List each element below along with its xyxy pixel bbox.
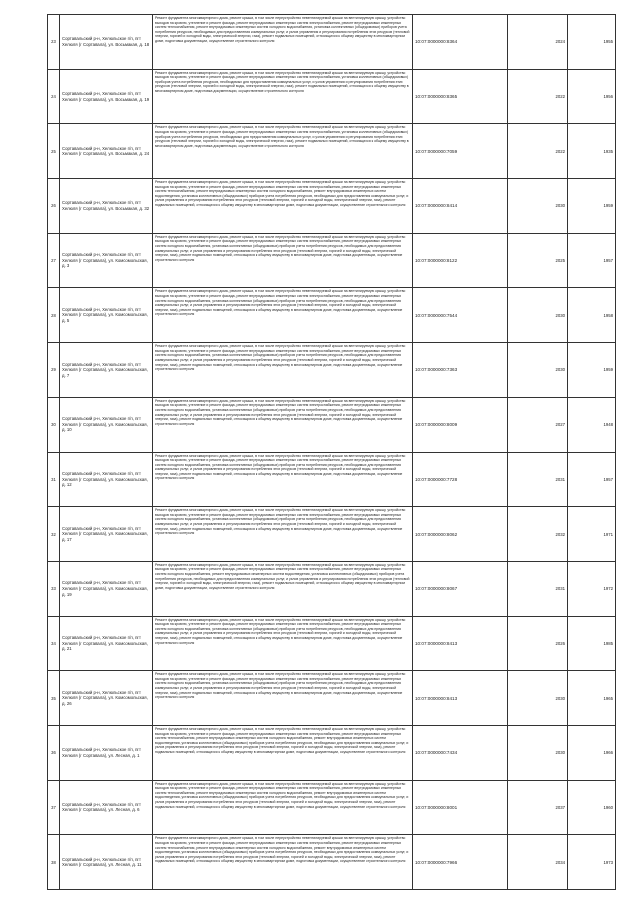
- cadastral-number: 10:07:0000000:8365: [413, 69, 508, 124]
- construction-year: 1957: [568, 452, 616, 507]
- cadastral-number: 10:07:0000000:7434: [413, 725, 508, 780]
- address-cell: Сортавальский р-н, Хелюльское г/п, пгт Хелюля (г Сортавала), ул. Восьмакая, д. 18: [60, 15, 153, 70]
- construction-year: 1985: [568, 616, 616, 671]
- construction-year: 1935: [568, 124, 616, 179]
- row-number: 30: [48, 397, 60, 452]
- planned-repair-year: 2034: [508, 835, 568, 890]
- cadastral-number: 10:07:0000000:8062: [413, 507, 508, 562]
- construction-year: 1959: [568, 343, 616, 398]
- cadastral-number: 10:07:0000000:7544: [413, 288, 508, 343]
- row-number: 26: [48, 179, 60, 234]
- cadastral-number: 10:07:0000000:7059: [413, 124, 508, 179]
- works-description: Ремонт фундамента многоквартирного дома, ремонт крыши, в том числе переустройство невентилируемой крыши на вентилируемую крышу, устройство выходов на кровлю, утепление и ремонт фасада, ремонт внутридомовых инженерных систем электроснабжения, ремонт внутридомовых инженерных систем теплоснабжения, ремонт внутридомовых инженерных систем холодного водоснабжения, ремонт внутридомовых инженерных систем водоотведения, установка коллективных (общедомовых) приборов учета потребления ресурсов, необходимых для предоставления коммунальных услуг, и узлов управления и регулирования потребления этих ресурсов (тепловой энергии, горячей и холодной воды, электрической энергии, газа), ремонт подвальных помещений, относящихся к общему имуществу в многоквартирном доме, подготовка документации, осуществление строительного контроля: [153, 179, 413, 234]
- planned-repair-year: 2022: [508, 69, 568, 124]
- planned-repair-year: 2032: [508, 507, 568, 562]
- table-row: [48, 835, 616, 890]
- construction-year: 1956: [568, 69, 616, 124]
- works-description: Ремонт фундамента многоквартирного дома, ремонт крыши, в том числе переустройство невентилируемой крыши на вентилируемую крышу, устройство выходов на кровлю, утепление и ремонт фасада, ремонт внутридомовых инженерных систем электроснабжения, установка коллективных (общедомовых) приборов учета потребления ресурсов, необходимых для предоставления коммунальных услуг, и узлов управления и регулирования потребления этих ресурсов (тепловой энергии, горячей и холодной воды, электрической энергии, газа), ремонт подвальных помещений, относящихся к общему имуществу в многоквартирном доме, подготовка документации, осуществление строительного контроля: [153, 69, 413, 124]
- table-row: [48, 725, 616, 780]
- address-cell: Сортавальский р-н, Хелюльское г/п, пгт Хелюля (г Сортавала), ул. Восьмакая, д. 24: [60, 124, 153, 179]
- row-number: 35: [48, 671, 60, 726]
- works-description: Ремонт фундамента многоквартирного дома, ремонт крыши, в том числе переустройство невентилируемой крыши на вентилируемую крышу, устройство выходов на кровлю, утепление и ремонт фасада, ремонт внутридомовых инженерных систем электроснабжения, ремонт внутридомовых инженерных систем теплоснабжения, ремонт внутридомовых инженерных систем холодного водоснабжения, ремонт внутридомовых инженерных систем водоотведения, установка коллективных (общедомовых) приборов учета потребления ресурсов, необходимых для предоставления коммунальных услуг, и узлов управления и регулирования потребления этих ресурсов (тепловой энергии, горячей и холодной воды, электрической энергии, газа), ремонт подвальных помещений, относящихся к общему имуществу в многоквартирном доме, подготовка документации, осуществление строительного контроля: [153, 725, 413, 780]
- construction-year: 1958: [568, 288, 616, 343]
- housing-repair-table: [47, 14, 616, 890]
- row-number: 31: [48, 452, 60, 507]
- table-row: [48, 343, 616, 398]
- table-row: [48, 452, 616, 507]
- works-description: Ремонт фундамента многоквартирного дома, ремонт крыши, в том числе переустройство невентилируемой крыши на вентилируемую крышу, устройство выходов на кровлю, утепление и ремонт фасада, ремонт внутридомовых инженерных систем электроснабжения, ремонт внутридомовых инженерных систем холодного водоснабжения, установка коллективных (общедомовых) приборов учета потребления ресурсов, необходимых для предоставления коммунальных услуг, и узлов управления и регулирования потребления этих ресурсов (тепловой энергии, горячей и холодной воды, электрической энергии, газа), ремонт подвальных помещений, относящихся к общему имуществу в многоквартирном доме, подготовка документации, осуществление строительного контроля: [153, 616, 413, 671]
- cadastral-number: 10:07:0000000:8009: [413, 397, 508, 452]
- row-number: 28: [48, 288, 60, 343]
- address-cell: Сортавальский р-н, Хелюльское г/п, пгт Хелюля (г Сортавала), ул. Восьмакая, д. 32: [60, 179, 153, 234]
- row-number: 34: [48, 616, 60, 671]
- row-number: 25: [48, 124, 60, 179]
- construction-year: 1955: [568, 15, 616, 70]
- planned-repair-year: 2026: [508, 616, 568, 671]
- cadastral-number: 10:07:0000000:7728: [413, 452, 508, 507]
- table-row: [48, 561, 616, 616]
- table-row: [48, 397, 616, 452]
- table-row: [48, 233, 616, 288]
- table-row: [48, 780, 616, 835]
- works-description: Ремонт фундамента многоквартирного дома, ремонт крыши, в том числе переустройство невентилируемой крыши на вентилируемую крышу, устройство выходов на кровлю, утепление и ремонт фасада, ремонт внутридомовых инженерных систем электроснабжения, ремонт внутридомовых инженерных систем холодного водоснабжения, ремонт внутридомовых инженерных систем водоотведения, установка коллективных (общедомовых) приборов учета потребления ресурсов, необходимых для предоставления коммунальных услуг, и узлов управления и регулирования потребления этих ресурсов (тепловой энергии, горячей и холодной воды, электрической энергии, газа), ремонт подвальных помещений, относящихся к общему имуществу в многоквартирном доме, подготовка документации, осуществление строительного контроля: [153, 561, 413, 616]
- construction-year: 1973: [568, 835, 616, 890]
- row-number: 32: [48, 507, 60, 562]
- construction-year: 1957: [568, 233, 616, 288]
- address-cell: Сортавальский р-н, Хелюльское г/п, пгт Хелюля (г Сортавала), ул. Комсомольская, д. 17: [60, 507, 153, 562]
- planned-repair-year: 2030: [508, 725, 568, 780]
- address-cell: Сортавальский р-н, Хелюльское г/п, пгт Хелюля (г Сортавала), ул. Комсомольская, д. 26: [60, 671, 153, 726]
- row-number: 33: [48, 561, 60, 616]
- address-cell: Сортавальский р-н, Хелюльское г/п, пгт Хелюля (г Сортавала), ул. Лесная, д. 6: [60, 780, 153, 835]
- cadastral-number: 10:07:0000000:8364: [413, 15, 508, 70]
- cadastral-number: 10:07:0000000:7966: [413, 835, 508, 890]
- table-row: [48, 671, 616, 726]
- address-cell: Сортавальский р-н, Хелюльское г/п, пгт Хелюля (г Сортавала), ул. Комсомольская, д. 7: [60, 343, 153, 398]
- row-number: 29: [48, 343, 60, 398]
- planned-repair-year: 2024: [508, 15, 568, 70]
- works-description: Ремонт фундамента многоквартирного дома, ремонт крыши, в том числе переустройство невентилируемой крыши на вентилируемую крышу, устройство выходов на кровлю, утепление и ремонт фасада, ремонт внутридомовых инженерных систем электроснабжения, ремонт внутридомовых инженерных систем холодного водоснабжения, установка коллективных (общедомовых) приборов учета потребления ресурсов, необходимых для предоставления коммунальных услуг, и узлов управления и регулирования потребления этих ресурсов (тепловой энергии, горячей и холодной воды, электрической энергии, газа), ремонт подвальных помещений, относящихся к общему имуществу в многоквартирном доме, подготовка документации, осуществление строительного контроля: [153, 671, 413, 726]
- address-cell: Сортавальский р-н, Хелюльское г/п, пгт Хелюля (г Сортавала), ул. Комсомольская, д. 12: [60, 452, 153, 507]
- works-description: Ремонт фундамента многоквартирного дома, ремонт крыши, в том числе переустройство невентилируемой крыши на вентилируемую крышу, устройство выходов на кровлю, утепление и ремонт фасада, ремонт внутридомовых инженерных систем электроснабжения, ремонт внутридомовых инженерных систем холодного водоснабжения, установка коллективных (общедомовых) приборов учета потребления ресурсов, необходимых для предоставления коммунальных услуг, и узлов управления и регулирования потребления этих ресурсов (тепловой энергии, горячей и холодной воды, электрической энергии, газа), ремонт подвальных помещений, относящихся к общему имуществу в многоквартирном доме, подготовка документации, осуществление строительного контроля: [153, 233, 413, 288]
- planned-repair-year: 2027: [508, 397, 568, 452]
- row-number: 23: [48, 15, 60, 70]
- address-cell: Сортавальский р-н, Хелюльское г/п, пгт Хелюля (г Сортавала), ул. Лесная, д. 1: [60, 725, 153, 780]
- table-row: [48, 288, 616, 343]
- cadastral-number: 10:07:0000000:8413: [413, 671, 508, 726]
- cadastral-number: 10:07:0000000:8414: [413, 179, 508, 234]
- works-description: Ремонт фундамента многоквартирного дома, ремонт крыши, в том числе переустройство невентилируемой крыши на вентилируемую крышу, устройство выходов на кровлю, утепление и ремонт фасада, ремонт внутридомовых инженерных систем электроснабжения, ремонт внутридомовых инженерных систем холодного водоснабжения, установка коллективных (общедомовых) приборов учета потребления ресурсов, необходимых для предоставления коммунальных услуг, и узлов управления и регулирования потребления этих ресурсов (тепловой энергии, горячей и холодной воды, электрической энергии, газа), ремонт подвальных помещений, относящихся к общему имуществу в многоквартирном доме, подготовка документации, осуществление строительного контроля: [153, 397, 413, 452]
- cadastral-number: 10:07:0000000:8001: [413, 780, 508, 835]
- cadastral-number: 10:07:0000000:8067: [413, 561, 508, 616]
- address-cell: Сортавальский р-н, Хелюльское г/п, пгт Хелюля (г Сортавала), ул. Комсомольская, д. 3: [60, 233, 153, 288]
- works-description: Ремонт фундамента многоквартирного дома, ремонт крыши, в том числе переустройство невентилируемой крыши на вентилируемую крышу, устройство выходов на кровлю, утепление и ремонт фасада, ремонт внутридомовых инженерных систем электроснабжения, ремонт внутридомовых инженерных систем теплоснабжения, ремонт внутридомовых инженерных систем холодного водоснабжения, ремонт внутридомовых инженерных систем водоотведения, установка коллективных (общедомовых) приборов учета потребления ресурсов, необходимых для предоставления коммунальных услуг, и узлов управления и регулирования потребления этих ресурсов (тепловой энергии, горячей и холодной воды, электрической энергии, газа), ремонт подвальных помещений, относящихся к общему имуществу в многоквартирном доме, подготовка документации, осуществление строительного контроля: [153, 780, 413, 835]
- row-number: 36: [48, 725, 60, 780]
- row-number: 24: [48, 69, 60, 124]
- table-row: [48, 124, 616, 179]
- works-description: Ремонт фундамента многоквартирного дома, ремонт крыши, в том числе переустройство невентилируемой крыши на вентилируемую крышу, устройство выходов на кровлю, утепление и ремонт фасада, ремонт внутридомовых инженерных систем электроснабжения, ремонт внутридомовых инженерных систем теплоснабжения, ремонт внутридомовых инженерных систем холодного водоснабжения, ремонт внутридомовых инженерных систем водоотведения, установка коллективных (общедомовых) приборов учета потребления ресурсов, необходимых для предоставления коммунальных услуг, и узлов управления и регулирования потребления этих ресурсов (тепловой энергии, горячей и холодной воды, электрической энергии, газа), ремонт подвальных помещений, относящихся к общему имуществу в многоквартирном доме, подготовка документации, осуществление строительного контроля: [153, 835, 413, 890]
- table-row: [48, 69, 616, 124]
- cadastral-number: 10:07:0000000:8413: [413, 616, 508, 671]
- address-cell: Сортавальский р-н, Хелюльское г/п, пгт Хелюля (г Сортавала), ул. Лесная, д. 11: [60, 835, 153, 890]
- row-number: 38: [48, 835, 60, 890]
- address-cell: Сортавальский р-н, Хелюльское г/п, пгт Хелюля (г Сортавала), ул. Комсомольская, д. 5: [60, 288, 153, 343]
- works-description: Ремонт фундамента многоквартирного дома, ремонт крыши, в том числе переустройство невентилируемой крыши на вентилируемую крышу, устройство выходов на кровлю, утепление и ремонт фасада, ремонт внутридомовых инженерных систем электроснабжения, ремонт внутридомовых инженерных систем холодного водоснабжения, установка коллективных (общедомовых) приборов учета потребления ресурсов, необходимых для предоставления коммунальных услуг, и узлов управления и регулирования потребления этих ресурсов (тепловой энергии, горячей и холодной воды, электрической энергии, газа), ремонт подвальных помещений, относящихся к общему имуществу в многоквартирном доме, подготовка документации, осуществление строительного контроля: [153, 288, 413, 343]
- construction-year: 1971: [568, 507, 616, 562]
- table-row: [48, 179, 616, 234]
- address-cell: Сортавальский р-н, Хелюльское г/п, пгт Хелюля (г Сортавала), ул. Восьмакая, д. 19: [60, 69, 153, 124]
- address-cell: Сортавальский р-н, Хелюльское г/п, пгт Хелюля (г Сортавала), ул. Комсомольская, д. 19: [60, 561, 153, 616]
- construction-year: 1959: [568, 179, 616, 234]
- works-description: Ремонт фундамента многоквартирного дома, ремонт крыши, в том числе переустройство невентилируемой крыши на вентилируемую крышу, устройство выходов на кровлю, утепление и ремонт фасада, ремонт внутридомовых инженерных систем электроснабжения, ремонт внутридомовых инженерных систем холодного водоснабжения, установка коллективных (общедомовых) приборов учета потребления ресурсов, необходимых для предоставления коммунальных услуг, и узлов управления и регулирования потребления этих ресурсов (тепловой энергии, горячей и холодной воды, электрической энергии, газа), ремонт подвальных помещений, относящихся к общему имуществу в многоквартирном доме, подготовка документации, осуществление строительного контроля: [153, 343, 413, 398]
- table-body: [48, 15, 616, 890]
- planned-repair-year: 2022: [508, 124, 568, 179]
- table-row: [48, 507, 616, 562]
- planned-repair-year: 2030: [508, 179, 568, 234]
- planned-repair-year: 2030: [508, 288, 568, 343]
- works-description: Ремонт фундамента многоквартирного дома, ремонт крыши, в том числе переустройство невентилируемой крыши на вентилируемую крышу, устройство выходов на кровлю, утепление и ремонт фасада, ремонт внутридомовых инженерных систем электроснабжения, ремонт внутридомовых инженерных систем холодного водоснабжения, установка коллективных (общедомовых) приборов учета потребления ресурсов, необходимых для предоставления коммунальных услуг, и узлов управления и регулирования потребления этих ресурсов (тепловой энергии, горячей и холодной воды, электрической энергии, газа), ремонт подвальных помещений, относящихся к общему имуществу в многоквартирном доме, подготовка документации, осуществление строительного контроля: [153, 507, 413, 562]
- address-cell: Сортавальский р-н, Хелюльское г/п, пгт Хелюля (г Сортавала), ул. Комсомольская, д. 10: [60, 397, 153, 452]
- table-row: [48, 616, 616, 671]
- works-description: Ремонт фундамента многоквартирного дома, ремонт крыши, в том числе переустройство невентилируемой крыши на вентилируемую крышу, устройство выходов на кровлю, утепление и ремонт фасада, ремонт внутридомовых инженерных систем электроснабжения, ремонт внутридомовых инженерных систем холодного водоснабжения, установка коллективных (общедомовых) приборов учета потребления ресурсов, необходимых для предоставления коммунальных услуг, и узлов управления и регулирования потребления этих ресурсов (тепловой энергии, горячей и холодной воды, электрической энергии, газа), ремонт подвальных помещений, относящихся к общему имуществу в многоквартирном доме, подготовка документации, осуществление строительного контроля: [153, 452, 413, 507]
- cadastral-number: 10:07:0000000:8122: [413, 233, 508, 288]
- planned-repair-year: 2037: [508, 780, 568, 835]
- address-cell: Сортавальский р-н, Хелюльское г/п, пгт Хелюля (г Сортавала), ул. Комсомольская, д. 21: [60, 616, 153, 671]
- construction-year: 1966: [568, 725, 616, 780]
- planned-repair-year: 2030: [508, 343, 568, 398]
- construction-year: 1948: [568, 397, 616, 452]
- planned-repair-year: 2025: [508, 233, 568, 288]
- construction-year: 1965: [568, 671, 616, 726]
- row-number: 27: [48, 233, 60, 288]
- planned-repair-year: 2031: [508, 452, 568, 507]
- construction-year: 1972: [568, 561, 616, 616]
- works-description: Ремонт фундамента многоквартирного дома, ремонт крыши, в том числе переустройство невентилируемой крыши на вентилируемую крышу, устройство выходов на кровлю, утепление и ремонт фасада, ремонт внутридомовых инженерных систем электроснабжения, установка коллективных (общедомовых) приборов учета потребления ресурсов, необходимых для предоставления коммунальных услуг, и узлов управления и регулирования потребления этих ресурсов (тепловой энергии, горячей и холодной воды, электрической энергии, газа), ремонт подвальных помещений, относящихся к общему имуществу в многоквартирном доме, подготовка документации, осуществление строительного контроля: [153, 124, 413, 179]
- planned-repair-year: 2031: [508, 561, 568, 616]
- cadastral-number: 10:07:0000000:7363: [413, 343, 508, 398]
- planned-repair-year: 2030: [508, 671, 568, 726]
- construction-year: 1960: [568, 780, 616, 835]
- works-description: Ремонт фундамента многоквартирного дома, ремонт крыши, в том числе переустройство невентилируемой крыши на вентилируемую крышу, устройство выходов на кровлю, утепление и ремонт фасада, ремонт внутридомовых инженерных систем электроснабжения, ремонт внутридомовых инженерных систем теплоснабжения, ремонт внутридомовых инженерных систем холодного водоснабжения, установка коллективных (общедомовых) приборов учета потребления ресурсов, необходимых для предоставления коммунальных услуг, и узлов управления и регулирования потребления этих ресурсов (тепловой энергии, горячей и холодной воды, электрической энергии, газа), ремонт подвальных помещений, относящихся к общему имуществу в многоквартирном доме, подготовка документации, осуществление строительного контроля: [153, 15, 413, 70]
- row-number: 37: [48, 780, 60, 835]
- table-row: [48, 15, 616, 70]
